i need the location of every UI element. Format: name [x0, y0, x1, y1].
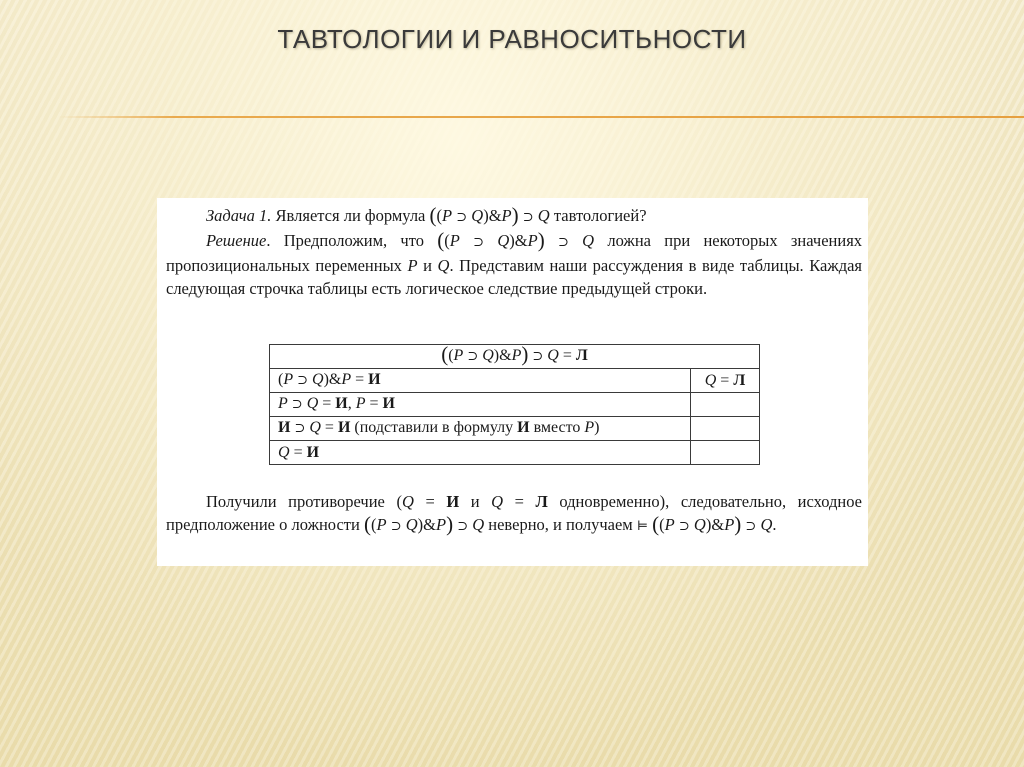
formula: ((P ⊃ Q)&P) ⊃ Q — [363, 512, 485, 536]
solution-label: Решение — [206, 231, 267, 250]
table-cell: Q = Л — [691, 369, 760, 393]
table-row — [270, 393, 760, 417]
solution-text: ложна при некоторых значениях пропозициональных переменных — [166, 231, 863, 275]
formula: ((P ⊃ Q)&P) ⊃ Q — [437, 228, 595, 252]
task-label: Задача 1 — [206, 206, 268, 225]
slide-title: ТАВТОЛОГИИ И РАВНОСИТЬНОСТИ — [277, 24, 747, 54]
conclusion-paragraph: Получили противоречие (Q = И и Q = Л одновременно), следовательно, исходное предположение о ложности ((P ⊃ Q)&P) ⊃ Q неверно, и получаем ⊨ ((P ⊃ Q)&P) ⊃ Q. — [166, 492, 862, 536]
solution-paragraph: Решение. Предположим, что ((P ⊃ Q)&P) ⊃ Q ложна при некоторых значениях пропозициональных переменных P и Q. Представим наши рассуждения в виде таблицы. Каждая следующая строчка таблицы есть логическое следствие предыдущей строки. — [166, 228, 863, 298]
table-cell: Q = И — [270, 441, 691, 465]
formula: ((P ⊃ Q)&P) ⊃ Q — [429, 203, 550, 227]
solution-intro: Предположим, что — [283, 231, 424, 250]
table-cell — [691, 393, 760, 417]
table-row — [270, 345, 760, 369]
solution-rest: Представим наши рассуждения в виде таблицы. Каждая следующая строчка таблицы есть логическое следствие предыдущей строки. — [166, 256, 863, 298]
table-cell: (P ⊃ Q)&P = И — [270, 369, 691, 393]
table-cell: P ⊃ Q = И, P = И — [270, 393, 691, 417]
table-cell — [691, 441, 760, 465]
table-header-cell: ((P ⊃ Q)&P) ⊃ Q = Л — [270, 345, 760, 369]
table-row — [270, 369, 760, 393]
task-question-end: тавтологией? — [553, 206, 647, 225]
document-image — [157, 198, 868, 566]
title-divider — [58, 116, 1024, 118]
formula: ((P ⊃ Q)&P) ⊃ Q — [652, 512, 773, 536]
table-row — [270, 441, 760, 465]
reasoning-table — [269, 344, 760, 465]
task-question-start: Является ли формула — [275, 206, 426, 225]
table-cell: И ⊃ Q = И (подставили в формулу И вместо P) — [270, 417, 691, 441]
table-row — [270, 417, 760, 441]
table-cell — [691, 417, 760, 441]
task-paragraph: Задача 1. Является ли формула ((P ⊃ Q)&P) ⊃ Q тавтологией? — [206, 203, 647, 227]
